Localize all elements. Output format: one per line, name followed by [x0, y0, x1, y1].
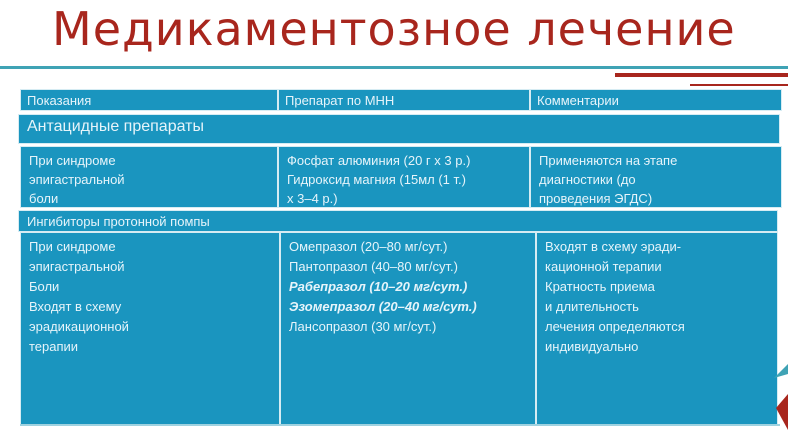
- text-line: кационной терапии: [545, 259, 662, 274]
- cell-drugs: [280, 232, 536, 426]
- corner-decoration-icon: [770, 364, 788, 433]
- accent-line-thin: [690, 84, 788, 86]
- text-line: Применяются на этапе: [539, 153, 678, 168]
- drug-line: Омепразол (20–80 мг/сут.): [289, 239, 448, 254]
- drug-line: Лансопразол (30 мг/сут.): [289, 319, 437, 334]
- cell-comments: [530, 146, 782, 208]
- title-underline: [0, 66, 788, 69]
- cell-comments: [536, 232, 778, 426]
- text-line: терапии: [29, 339, 79, 354]
- text-line: и длительность: [545, 299, 639, 314]
- slide-title: Медикаментозное лечение: [52, 2, 736, 56]
- text-line: Боли: [29, 279, 60, 294]
- header-indications: Показания: [20, 89, 278, 111]
- drug-line-emphasis: Рабепразол (10–20 мг/сут.): [289, 279, 468, 294]
- text-line: При синдроме: [29, 153, 116, 168]
- drug-line: Пантопразол (40–80 мг/сут.): [289, 259, 458, 274]
- text-line: диагностики (до: [539, 172, 636, 187]
- drug-line: Фосфат алюминия (20 г х 3 р.): [287, 153, 471, 168]
- bottom-rule: [20, 424, 780, 426]
- text-line: боли: [29, 191, 59, 206]
- text-line: лечения определяются: [545, 319, 685, 334]
- text-line: Входят в схему: [29, 299, 122, 314]
- text-line: индивидуально: [545, 339, 639, 354]
- cell-indications: [20, 232, 280, 426]
- cell-indications: [20, 146, 278, 208]
- cell-drugs: [278, 146, 530, 208]
- header-comments: Комментарии: [530, 89, 782, 111]
- text-line: эрадикационной: [29, 319, 129, 334]
- text-line: При синдроме: [29, 239, 116, 254]
- text-line: Кратность приема: [545, 279, 655, 294]
- section-title-antacids: Антацидные препараты: [18, 114, 780, 144]
- header-drug: Препарат по МНН: [278, 89, 530, 111]
- accent-line: [615, 73, 788, 77]
- text-line: Входят в схему эради-: [545, 239, 682, 254]
- section-title-ppi: Ингибиторы протонной помпы: [18, 210, 778, 232]
- drug-line: Гидроксид магния (15мл (1 т.): [287, 172, 466, 187]
- text-line: эпигастральной: [29, 259, 125, 274]
- drug-line-emphasis: Эзомепразол (20–40 мг/сут.): [289, 299, 477, 314]
- text-line: проведения ЭГДС): [539, 191, 653, 206]
- drug-line: х 3–4 р.): [287, 191, 338, 206]
- text-line: эпигастральной: [29, 172, 125, 187]
